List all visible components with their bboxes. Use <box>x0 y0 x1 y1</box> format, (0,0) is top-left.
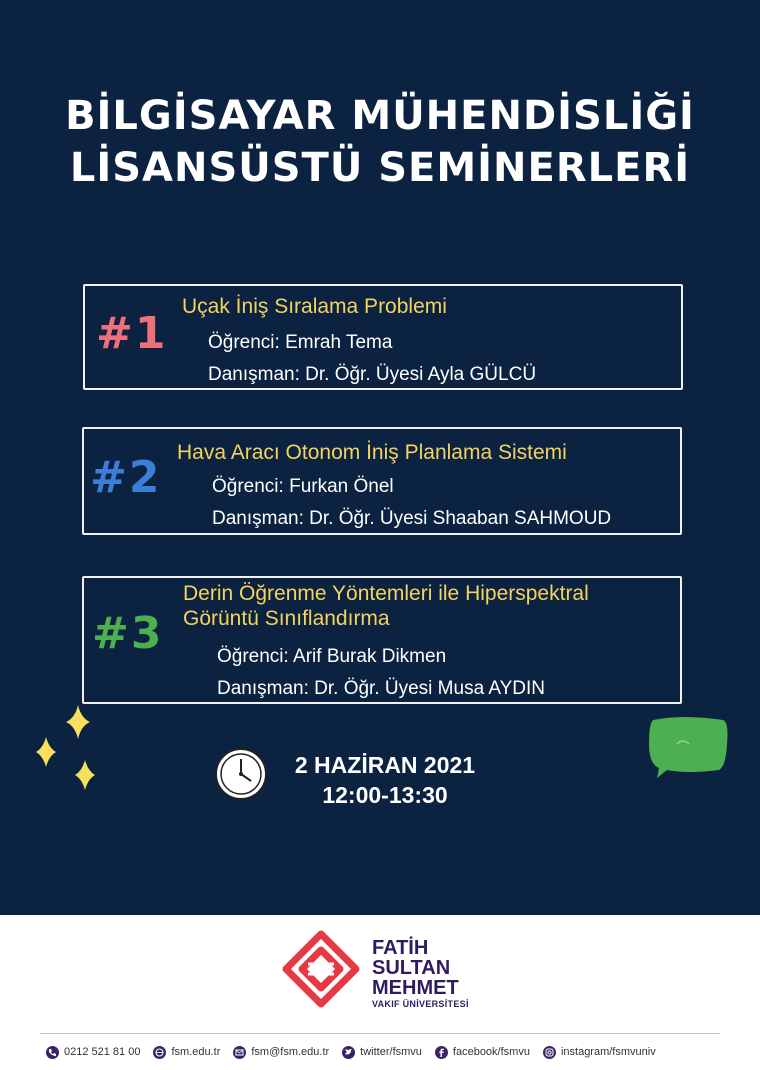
seminar-advisor-1: Danışman: Dr. Öğr. Üyesi Ayla GÜLCÜ <box>208 364 537 385</box>
contact-web[interactable] <box>153 1046 220 1059</box>
event-time: 12:00-13:30 <box>322 782 448 808</box>
phone-icon <box>46 1046 59 1059</box>
email-text: fsm@fsm.edu.tr <box>251 1046 330 1058</box>
facebook-icon <box>435 1046 448 1059</box>
fsmvu-logo-icon <box>278 928 364 1018</box>
contact-facebook[interactable] <box>435 1046 530 1059</box>
phone-text: 0212 521 81 00 <box>64 1046 141 1058</box>
contact-email[interactable] <box>233 1046 329 1059</box>
seminar-title-3-line-1: Derin Öğrenme Yöntemleri ile Hiperspektral <box>183 582 589 605</box>
seminar-student-3: Öğrenci: Arif Burak Dikmen <box>217 646 447 667</box>
sparkle-icon <box>30 700 110 800</box>
event-datetime <box>270 750 500 810</box>
contact-phone[interactable] <box>46 1046 140 1059</box>
twitter-text: twitter/fsmvu <box>360 1046 422 1058</box>
globe-icon <box>153 1046 166 1059</box>
seminar-title-3 <box>183 581 589 631</box>
seminar-title-2: Hava Aracı Otonom İniş Planlama Sistemi <box>177 441 567 464</box>
instagram-text: instagram/fsmvuniv <box>560 1046 656 1058</box>
seminar-title-3-line-2: Görüntü Sınıflandırma <box>183 607 390 630</box>
logo-line-2: SULTAN <box>372 957 451 979</box>
logo-line-1: FATİH <box>372 937 429 959</box>
facebook-text: facebook/fsmvu <box>452 1046 530 1058</box>
logo-line-3: MEHMET <box>372 977 459 999</box>
mail-icon <box>233 1046 246 1059</box>
contact-instagram[interactable] <box>543 1046 656 1059</box>
poster-title <box>0 90 760 194</box>
title-line-2: LİSANSÜSTÜ SEMİNERLERİ <box>69 145 691 191</box>
clock-icon <box>214 747 268 801</box>
university-logo-text <box>372 938 469 1010</box>
instagram-icon <box>543 1046 556 1059</box>
contact-twitter[interactable] <box>342 1046 422 1059</box>
seminar-student-1: Öğrenci: Emrah Tema <box>208 332 393 353</box>
seminar-advisor-3: Danışman: Dr. Öğr. Üyesi Musa AYDIN <box>217 678 546 699</box>
logo-line-4: VAKIF ÜNİVERSİTESİ <box>372 999 469 1009</box>
footer-divider <box>40 1033 720 1034</box>
seminar-number-2: #2 <box>90 452 162 503</box>
seminar-number-1: #1 <box>96 308 168 359</box>
event-date: 2 HAZİRAN 2021 <box>294 752 476 778</box>
web-text: fsm.edu.tr <box>171 1046 221 1058</box>
title-line-1: BİLGİSAYAR MÜHENDİSLİĞİ <box>65 93 695 139</box>
seminar-advisor-2: Danışman: Dr. Öğr. Üyesi Shaaban SAHMOUD <box>212 508 612 529</box>
seminar-number-3: #3 <box>92 608 164 659</box>
twitter-icon <box>342 1046 355 1059</box>
chat-bubble-icon <box>643 714 731 780</box>
seminar-student-2: Öğrenci: Furkan Önel <box>212 476 394 497</box>
seminar-title-1: Uçak İniş Sıralama Problemi <box>182 295 447 318</box>
contact-bar <box>46 1043 736 1061</box>
